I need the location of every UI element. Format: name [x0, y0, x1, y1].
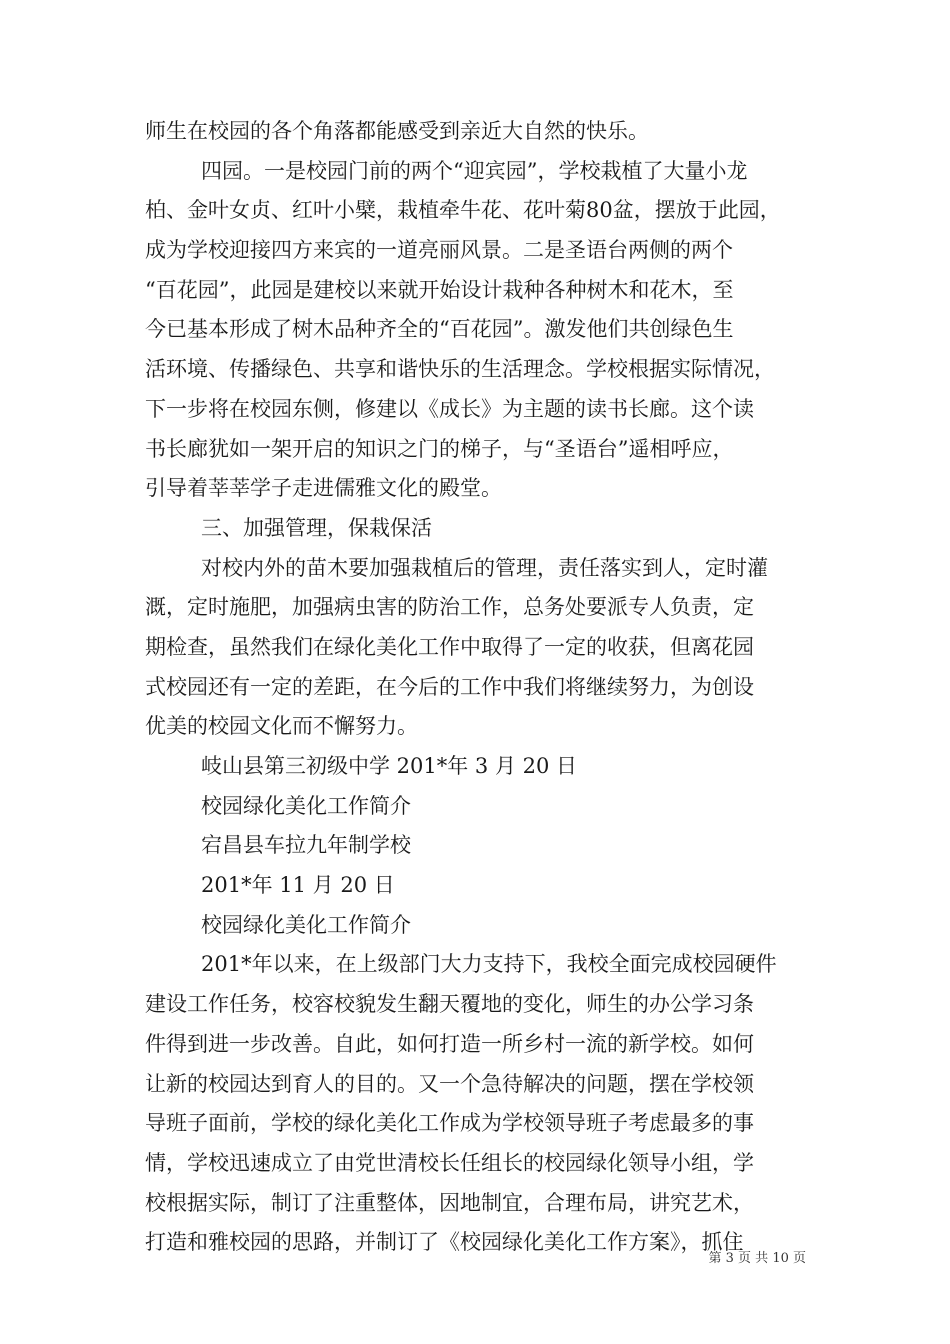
text-line: 溉，定时施肥，加强病虫害的防治工作，总务处要派专人负责，定 — [145, 595, 754, 620]
text-line: 情，学校迅速成立了由党世清校长任组长的校园绿化领导小组，学 — [145, 1150, 754, 1175]
text-line: 三、加强管理，保栽保活 — [201, 515, 432, 540]
text-line: 校园绿化美化工作简介 — [201, 912, 411, 937]
text-line: 校园绿化美化工作简介 — [201, 793, 411, 818]
text-line: 建设工作任务，校容校貌发生翻天覆地的变化，师生的办公学习条 — [145, 992, 754, 1017]
text-line: 成为学校迎接四方来宾的一道亮丽风景。二是圣语台两侧的两个 — [145, 238, 733, 263]
page-number: 第 3 页 共 10 页 — [708, 1251, 806, 1266]
document-body — [145, 112, 810, 1263]
text-line: 校根据实际，制订了注重整体，因地制宜，合理布局，讲究艺术， — [145, 1190, 754, 1215]
text-line: 宕昌县车拉九年制学校 — [201, 833, 411, 858]
text-line: “百花园”，此园是建校以来就开始设计栽种各种树木和花木，至 — [145, 277, 734, 302]
text-line: 今已基本形成了树木品种齐全的“百花园”。激发他们共创绿色生 — [145, 317, 734, 342]
text-line: 201*年 11 月 20 日 — [201, 873, 395, 898]
text-line: 201*年以来，在上级部门大力支持下，我校全面完成校园硬件 — [201, 952, 777, 977]
text-line: 师生在校园的各个角落都能感受到亲近大自然的快乐。 — [145, 119, 649, 143]
text-line: 优美的校园文化而不懈努力。 — [145, 714, 418, 739]
text-line: 活环境、传播绿色、共享和谐快乐的生活理念。学校根据实际情况， — [145, 357, 775, 382]
text-line: 书长廊犹如一架开启的知识之门的梯子，与“圣语台”遥相呼应， — [145, 436, 734, 461]
text-line: 对校内外的苗木要加强栽植后的管理，责任落实到人，定时灌 — [201, 555, 768, 580]
text-line: 式校园还有一定的差距，在今后的工作中我们将继续努力，为创设 — [145, 674, 754, 699]
text-line: 四园。一是校园门前的两个“迎宾园”，学校栽植了大量小龙 — [201, 158, 748, 183]
text-line: 岐山县第三初级中学 201*年 3 月 20 日 — [201, 754, 578, 778]
text-line: 件得到进一步改善。自此，如何打造一所乡村一流的新学校。如何 — [145, 1031, 754, 1056]
text-line: 打造和雅校园的思路，并制订了《校园绿化美化工作方案》，抓住 — [145, 1230, 744, 1255]
text-line: 引导着莘莘学子走进儒雅文化的殿堂。 — [145, 476, 502, 501]
text-line: 导班子面前，学校的绿化美化工作成为学校领导班子考虑最多的事 — [145, 1111, 754, 1136]
text-line: 让新的校园达到育人的目的。又一个急待解决的问题，摆在学校领 — [145, 1071, 754, 1096]
text-line: 期检查，虽然我们在绿化美化工作中取得了一定的收获，但离花园 — [145, 634, 754, 659]
text-line: 柏、金叶女贞、红叶小檗，栽植牵牛花、花叶菊80盆，摆放于此园， — [145, 198, 781, 223]
text-line: 下一步将在校园东侧，修建以《成长》为主题的读书长廊。这个读 — [145, 396, 754, 421]
